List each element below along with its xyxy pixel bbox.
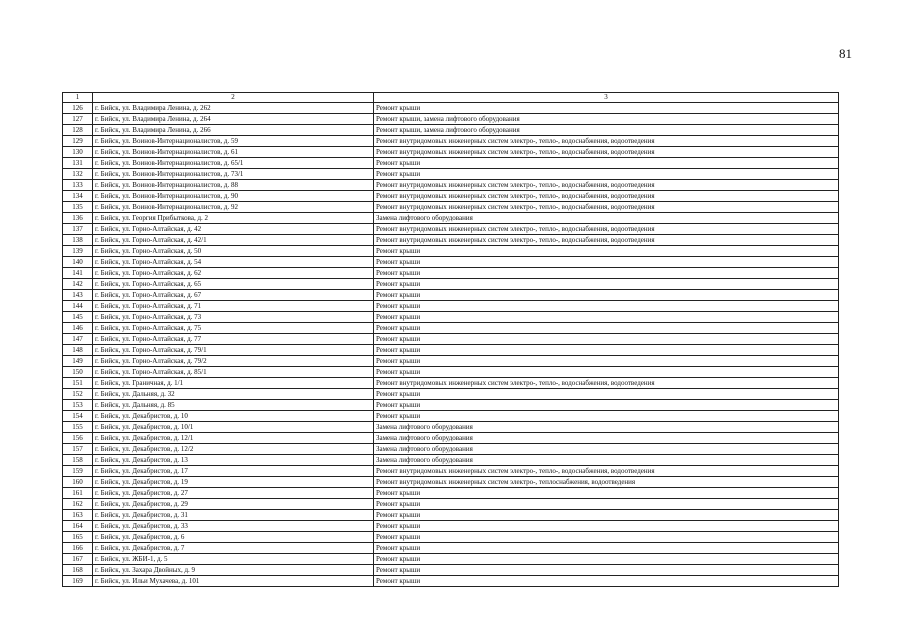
table-row <box>63 389 839 400</box>
row-number-cell: 151 <box>63 378 93 389</box>
work-type-cell: Ремонт внутридомовых инженерных систем электро-, тепло-, водоснабжения, водоотведения <box>374 136 839 147</box>
row-number-cell: 168 <box>63 565 93 576</box>
address-cell: г. Бийск, ул. Ильи Мухачева, д. 101 <box>93 576 374 587</box>
address-cell: г. Бийск, ул. Горно-Алтайская, д. 54 <box>93 257 374 268</box>
row-number-cell: 156 <box>63 433 93 444</box>
table-row <box>63 378 839 389</box>
table-row <box>63 158 839 169</box>
row-number-cell: 148 <box>63 345 93 356</box>
table-row <box>63 466 839 477</box>
work-type-cell: Ремонт крыши <box>374 367 839 378</box>
table-row <box>63 411 839 422</box>
row-number-cell: 128 <box>63 125 93 136</box>
table-row <box>63 257 839 268</box>
table-row <box>63 235 839 246</box>
address-cell: г. Бийск, ул. Владимира Ленина, д. 264 <box>93 114 374 125</box>
address-cell: г. Бийск, ул. Дальняя, д. 32 <box>93 389 374 400</box>
table-row <box>63 488 839 499</box>
address-cell: г. Бийск, ул. Декабристов, д. 13 <box>93 455 374 466</box>
work-type-cell: Замена лифтового оборудования <box>374 444 839 455</box>
row-number-cell: 169 <box>63 576 93 587</box>
table-row <box>63 268 839 279</box>
work-type-cell: Ремонт крыши <box>374 521 839 532</box>
page-number: 81 <box>839 46 852 61</box>
row-number-cell: 159 <box>63 466 93 477</box>
work-type-cell: Ремонт крыши <box>374 103 839 114</box>
work-type-cell: Ремонт внутридомовых инженерных систем электро-, тепло-, водоснабжения, водоотведения <box>374 191 839 202</box>
table-row <box>63 565 839 576</box>
address-cell: г. Бийск, ул. Горно-Алтайская, д. 62 <box>93 268 374 279</box>
row-number-cell: 147 <box>63 334 93 345</box>
row-number-cell: 144 <box>63 301 93 312</box>
work-type-cell: Ремонт крыши <box>374 312 839 323</box>
address-cell: г. Бийск, ул. Владимира Ленина, д. 266 <box>93 125 374 136</box>
address-cell: г. Бийск, ул. Декабристов, д. 33 <box>93 521 374 532</box>
work-type-cell: Ремонт крыши <box>374 400 839 411</box>
address-cell: г. Бийск, ул. Декабристов, д. 10 <box>93 411 374 422</box>
row-number-cell: 167 <box>63 554 93 565</box>
address-cell: г. Бийск, ул. Горно-Алтайская, д. 71 <box>93 301 374 312</box>
table-row <box>63 400 839 411</box>
column-address-header: 2 <box>93 93 374 103</box>
work-type-cell: Ремонт крыши <box>374 301 839 312</box>
work-type-cell: Замена лифтового оборудования <box>374 433 839 444</box>
work-type-cell: Замена лифтового оборудования <box>374 213 839 224</box>
table-row <box>63 224 839 235</box>
address-cell: г. Бийск, ул. Воинов-Интернационалистов, д. 59 <box>93 136 374 147</box>
work-type-cell: Ремонт крыши <box>374 356 839 367</box>
row-number-cell: 143 <box>63 290 93 301</box>
work-type-cell: Замена лифтового оборудования <box>374 455 839 466</box>
row-number-cell: 126 <box>63 103 93 114</box>
address-cell: г. Бийск, ул. Захара Двойных, д. 9 <box>93 565 374 576</box>
work-type-cell: Ремонт крыши <box>374 411 839 422</box>
work-type-cell: Ремонт крыши <box>374 532 839 543</box>
address-cell: г. Бийск, ул. Горно-Алтайская, д. 50 <box>93 246 374 257</box>
address-cell: г. Бийск, ул. Дальняя, д. 85 <box>93 400 374 411</box>
table-row <box>63 422 839 433</box>
row-number-cell: 160 <box>63 477 93 488</box>
address-cell: г. Бийск, ул. Граничная, д. 1/1 <box>93 378 374 389</box>
row-number-cell: 132 <box>63 169 93 180</box>
address-cell: г. Бийск, ул. Воинов-Интернационалистов, д. 88 <box>93 180 374 191</box>
repair-registry-table <box>62 92 839 587</box>
address-cell: г. Бийск, ул. Воинов-Интернационалистов, д. 65/1 <box>93 158 374 169</box>
address-cell: г. Бийск, ул. Декабристов, д. 6 <box>93 532 374 543</box>
table-row <box>63 345 839 356</box>
address-cell: г. Бийск, ул. Горно-Алтайская, д. 85/1 <box>93 367 374 378</box>
work-type-cell: Ремонт внутридомовых инженерных систем электро-, тепло-, водоснабжения, водоотведения <box>374 147 839 158</box>
work-type-cell: Ремонт крыши <box>374 169 839 180</box>
address-cell: г. Бийск, ул. Декабристов, д. 12/1 <box>93 433 374 444</box>
header-row <box>63 93 839 103</box>
work-type-cell: Ремонт внутридомовых инженерных систем электро-, тепло-, водоснабжения, водоотведения <box>374 202 839 213</box>
address-cell: г. Бийск, ул. Горно-Алтайская, д. 42 <box>93 224 374 235</box>
work-type-cell: Ремонт крыши <box>374 158 839 169</box>
table-row <box>63 290 839 301</box>
row-number-cell: 152 <box>63 389 93 400</box>
table-row <box>63 499 839 510</box>
row-number-cell: 130 <box>63 147 93 158</box>
row-number-cell: 131 <box>63 158 93 169</box>
row-number-cell: 165 <box>63 532 93 543</box>
address-cell: г. Бийск, ул. Декабристов, д. 12/2 <box>93 444 374 455</box>
row-number-cell: 142 <box>63 279 93 290</box>
row-number-cell: 127 <box>63 114 93 125</box>
address-cell: г. Бийск, ул. Горно-Алтайская, д. 42/1 <box>93 235 374 246</box>
work-type-cell: Ремонт крыши <box>374 543 839 554</box>
address-cell: г. Бийск, ул. Владимира Ленина, д. 262 <box>93 103 374 114</box>
address-cell: г. Бийск, ул. Воинов-Интернационалистов, д. 92 <box>93 202 374 213</box>
work-type-cell: Ремонт крыши <box>374 499 839 510</box>
work-type-cell: Ремонт крыши <box>374 554 839 565</box>
table-row <box>63 477 839 488</box>
address-cell: г. Бийск, ул. Декабристов, д. 29 <box>93 499 374 510</box>
row-number-cell: 145 <box>63 312 93 323</box>
table-row <box>63 554 839 565</box>
address-cell: г. Бийск, ул. Декабристов, д. 10/1 <box>93 422 374 433</box>
address-cell: г. Бийск, ул. Декабристов, д. 27 <box>93 488 374 499</box>
table-row <box>63 191 839 202</box>
row-number-cell: 153 <box>63 400 93 411</box>
table-body <box>63 103 839 587</box>
work-type-cell: Ремонт внутридомовых инженерных систем электро-, теплоснабжения, водоотведения <box>374 477 839 488</box>
row-number-cell: 158 <box>63 455 93 466</box>
table-row <box>63 246 839 257</box>
table-row <box>63 202 839 213</box>
address-cell: г. Бийск, ул. Воинов-Интернационалистов, д. 90 <box>93 191 374 202</box>
table-row <box>63 521 839 532</box>
work-type-cell: Замена лифтового оборудования <box>374 422 839 433</box>
table-row <box>63 510 839 521</box>
work-type-cell: Ремонт крыши, замена лифтового оборудования <box>374 125 839 136</box>
work-type-cell: Ремонт крыши, замена лифтового оборудования <box>374 114 839 125</box>
row-number-cell: 161 <box>63 488 93 499</box>
row-number-cell: 136 <box>63 213 93 224</box>
table-row <box>63 136 839 147</box>
work-type-cell: Ремонт внутридомовых инженерных систем электро-, тепло-, водоснабжения, водоотведения <box>374 378 839 389</box>
column-number-header: 1 <box>63 93 93 103</box>
work-type-cell: Ремонт крыши <box>374 279 839 290</box>
table-row <box>63 312 839 323</box>
table-header <box>63 93 839 103</box>
address-cell: г. Бийск, ул. Горно-Алтайская, д. 65 <box>93 279 374 290</box>
row-number-cell: 140 <box>63 257 93 268</box>
table-row <box>63 543 839 554</box>
row-number-cell: 138 <box>63 235 93 246</box>
table-row <box>63 367 839 378</box>
address-cell: г. Бийск, ул. Декабристов, д. 7 <box>93 543 374 554</box>
work-type-cell: Ремонт крыши <box>374 576 839 587</box>
work-type-cell: Ремонт внутридомовых инженерных систем электро-, тепло-, водоснабжения, водоотведения <box>374 466 839 477</box>
row-number-cell: 157 <box>63 444 93 455</box>
table-row <box>63 147 839 158</box>
address-cell: г. Бийск, ул. Горно-Алтайская, д. 79/1 <box>93 345 374 356</box>
row-number-cell: 164 <box>63 521 93 532</box>
work-type-cell: Ремонт крыши <box>374 334 839 345</box>
work-type-cell: Ремонт внутридомовых инженерных систем электро-, тепло-, водоснабжения, водоотведения <box>374 235 839 246</box>
work-type-cell: Ремонт крыши <box>374 323 839 334</box>
work-type-cell: Ремонт крыши <box>374 246 839 257</box>
table-row <box>63 576 839 587</box>
row-number-cell: 129 <box>63 136 93 147</box>
table-row <box>63 180 839 191</box>
work-type-cell: Ремонт крыши <box>374 345 839 356</box>
address-cell: г. Бийск, ул. Декабристов, д. 31 <box>93 510 374 521</box>
table-row <box>63 301 839 312</box>
table-row <box>63 356 839 367</box>
work-type-cell: Ремонт крыши <box>374 488 839 499</box>
row-number-cell: 133 <box>63 180 93 191</box>
row-number-cell: 141 <box>63 268 93 279</box>
work-type-cell: Ремонт внутридомовых инженерных систем электро-, тепло-, водоснабжения, водоотведения <box>374 180 839 191</box>
row-number-cell: 146 <box>63 323 93 334</box>
work-type-cell: Ремонт крыши <box>374 510 839 521</box>
work-type-cell: Ремонт крыши <box>374 257 839 268</box>
address-cell: г. Бийск, ул. Воинов-Интернационалистов, д. 61 <box>93 147 374 158</box>
row-number-cell: 154 <box>63 411 93 422</box>
address-cell: г. Бийск, ул. Горно-Алтайская, д. 77 <box>93 334 374 345</box>
table-row <box>63 433 839 444</box>
address-cell: г. Бийск, ул. Горно-Алтайская, д. 67 <box>93 290 374 301</box>
table-row <box>63 169 839 180</box>
work-type-cell: Ремонт крыши <box>374 389 839 400</box>
row-number-cell: 162 <box>63 499 93 510</box>
table-row <box>63 323 839 334</box>
row-number-cell: 166 <box>63 543 93 554</box>
work-type-cell: Ремонт крыши <box>374 565 839 576</box>
address-cell: г. Бийск, ул. Воинов-Интернационалистов, д. 73/1 <box>93 169 374 180</box>
row-number-cell: 137 <box>63 224 93 235</box>
table-row <box>63 213 839 224</box>
address-cell: г. Бийск, ул. ЖБИ-1, д. 5 <box>93 554 374 565</box>
work-type-cell: Ремонт крыши <box>374 268 839 279</box>
row-number-cell: 139 <box>63 246 93 257</box>
table-row <box>63 455 839 466</box>
row-number-cell: 149 <box>63 356 93 367</box>
address-cell: г. Бийск, ул. Горно-Алтайская, д. 79/2 <box>93 356 374 367</box>
row-number-cell: 135 <box>63 202 93 213</box>
row-number-cell: 155 <box>63 422 93 433</box>
row-number-cell: 163 <box>63 510 93 521</box>
address-cell: г. Бийск, ул. Декабристов, д. 19 <box>93 477 374 488</box>
table-row <box>63 334 839 345</box>
column-work-header: 3 <box>374 93 839 103</box>
table-row <box>63 125 839 136</box>
table-row <box>63 532 839 543</box>
work-type-cell: Ремонт внутридомовых инженерных систем электро-, тепло-, водоснабжения, водоотведения <box>374 224 839 235</box>
table-row <box>63 114 839 125</box>
table-row <box>63 103 839 114</box>
address-cell: г. Бийск, ул. Горно-Алтайская, д. 73 <box>93 312 374 323</box>
work-type-cell: Ремонт крыши <box>374 290 839 301</box>
address-cell: г. Бийск, ул. Декабристов, д. 17 <box>93 466 374 477</box>
row-number-cell: 134 <box>63 191 93 202</box>
address-cell: г. Бийск, ул. Горно-Алтайская, д. 75 <box>93 323 374 334</box>
address-cell: г. Бийск, ул. Георгия Прибыткова, д. 2 <box>93 213 374 224</box>
table-row <box>63 444 839 455</box>
row-number-cell: 150 <box>63 367 93 378</box>
table-row <box>63 279 839 290</box>
